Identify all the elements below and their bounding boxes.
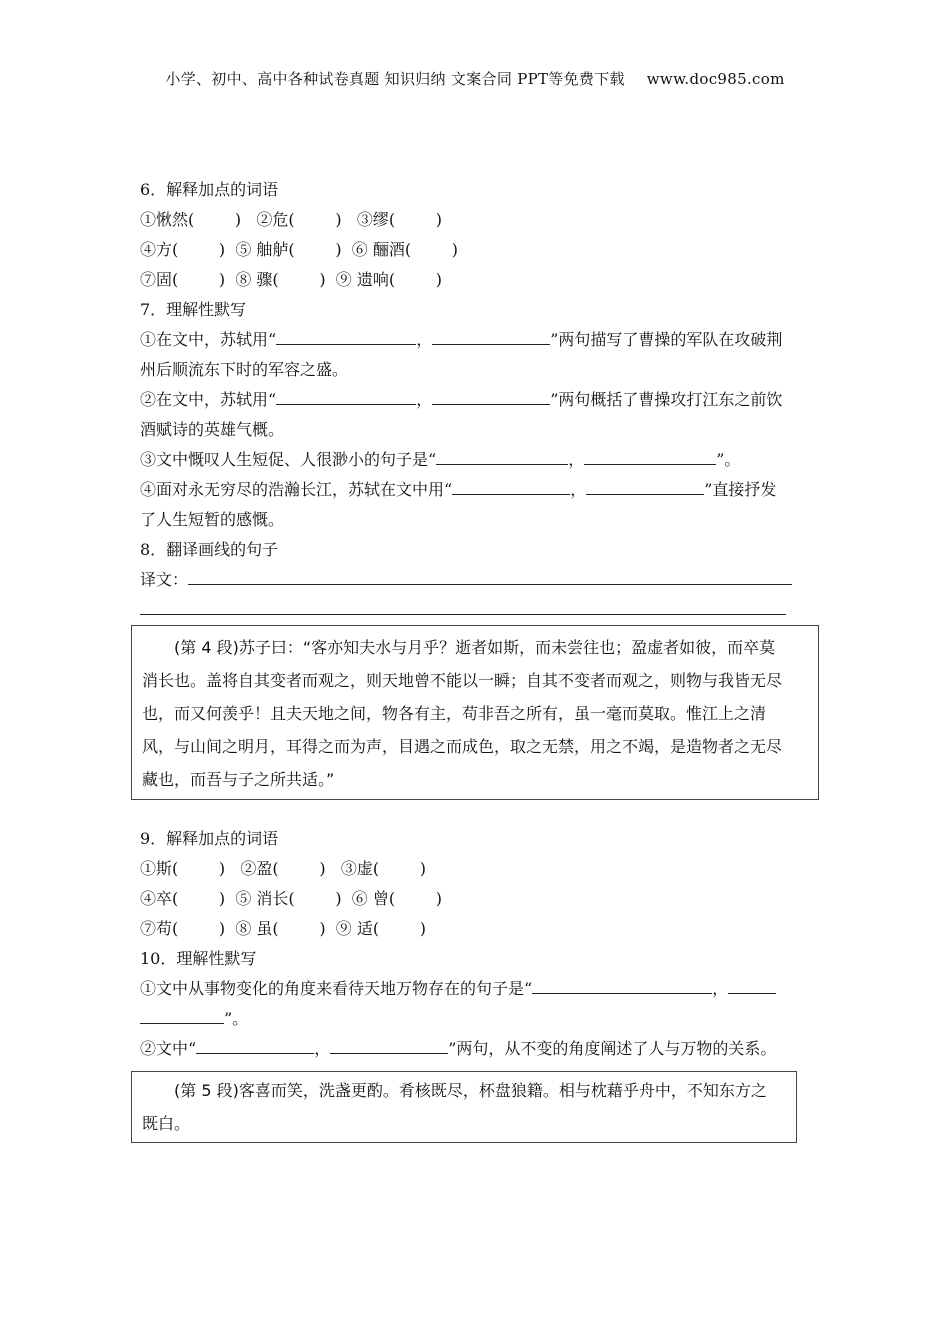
passage-4-line-5: 藏也，而吾与子之所共适。” bbox=[142, 770, 335, 789]
answer-blank[interactable] bbox=[432, 326, 550, 345]
q7-item-1-text: ①在文中，苏轼用“ bbox=[140, 330, 277, 349]
comma: ， bbox=[314, 1039, 331, 1058]
answer-blank[interactable] bbox=[436, 446, 568, 465]
q9-line-2: ④卒( ) ⑤ 消长( ) ⑥ 曾( ) bbox=[140, 889, 443, 908]
q10-item-1-cont bbox=[140, 1004, 812, 1034]
passage-5-line-1: (第 5 段)客喜而笑，洗盏更酌。肴核既尽，杯盘狼籍。相与枕藉乎舟中，不知东方之 bbox=[174, 1081, 767, 1100]
translation-blank[interactable] bbox=[140, 596, 786, 615]
q7-item-1-cont: 州后顺流东下时的军容之盛。 bbox=[140, 360, 349, 379]
q7-item-4-text-end: ”直接抒发 bbox=[704, 480, 777, 499]
answer-blank[interactable] bbox=[196, 1035, 314, 1054]
q7-item-3 bbox=[140, 445, 812, 475]
passage-4-line-3: 也，而又何羡乎！且夫天地之间，物各有主，苟非吾之所有，虽一毫而莫取。惟江上之清 bbox=[142, 704, 767, 723]
answer-blank[interactable] bbox=[432, 386, 550, 405]
q9-line-3: ⑦苟( ) ⑧ 虽( ) ⑨ 适( ) bbox=[140, 919, 427, 938]
q7-item-2-cont: 酒赋诗的英雄气概。 bbox=[140, 420, 285, 439]
q9-title: 9．解释加点的词语 bbox=[140, 829, 279, 848]
q7-item-4 bbox=[140, 475, 812, 505]
q7-item-2 bbox=[140, 385, 812, 415]
q7-item-3-text: ③文中慨叹人生短促、人很渺小的句子是“ bbox=[140, 450, 437, 469]
q6-line-3: ⑦固( ) ⑧ 骤( ) ⑨ 遗响( ) bbox=[140, 270, 443, 289]
q7-item-3-text-end: ”。 bbox=[716, 450, 741, 469]
passage-5-box bbox=[131, 1071, 797, 1143]
q10-item-2-text: ②文中“ bbox=[140, 1039, 197, 1058]
answer-blank[interactable] bbox=[586, 476, 704, 495]
answer-blank[interactable] bbox=[140, 1005, 224, 1024]
comma: ， bbox=[712, 979, 729, 998]
answer-blank[interactable] bbox=[276, 326, 416, 345]
comma: ， bbox=[416, 390, 433, 409]
answer-blank[interactable] bbox=[584, 446, 716, 465]
answer-blank[interactable] bbox=[452, 476, 570, 495]
passage-4-line-2: 消长也。盖将自其变者而观之，则天地曾不能以一瞬；自其不变者而观之，则物与我皆无尽 bbox=[142, 671, 783, 690]
answer-blank[interactable] bbox=[276, 386, 416, 405]
q7-item-1-text-end: ”两句描写了曹操的军队在攻破荆 bbox=[550, 330, 783, 349]
translation-blank[interactable] bbox=[188, 566, 792, 585]
answer-blank[interactable] bbox=[330, 1035, 448, 1054]
q7-item-4-text: ④面对永无穷尽的浩瀚长江，苏轼在文中用“ bbox=[140, 480, 453, 499]
header-text: 小学、初中、高中各种试卷真题 知识归纳 文案合同 PPT等免费下载 bbox=[165, 70, 625, 88]
q6-line-1: ①愀然( ) ②危( ) ③缪( ) bbox=[140, 210, 443, 229]
q8-title: 8．翻译画线的句子 bbox=[140, 540, 279, 559]
comma: ， bbox=[416, 330, 433, 349]
question-section-2 bbox=[140, 824, 812, 1064]
header-url[interactable]: www.doc985.com bbox=[646, 70, 785, 88]
passage-4-box bbox=[131, 625, 819, 800]
q8-translation-label: 译文： bbox=[140, 570, 189, 589]
answer-blank[interactable] bbox=[532, 975, 712, 994]
comma: ， bbox=[568, 450, 585, 469]
passage-4-line-1: (第 4 段)苏子曰：“客亦知夫水与月乎？逝者如斯，而未尝往也；盈虚者如彼，而卒莫 bbox=[174, 638, 776, 657]
q10-item-1 bbox=[140, 974, 812, 1004]
comma: ， bbox=[570, 480, 587, 499]
q8-translation-line bbox=[140, 565, 812, 595]
q7-title: 7．理解性默写 bbox=[140, 300, 247, 319]
q8-translation-line-2 bbox=[140, 595, 812, 625]
q10-title: 10．理解性默写 bbox=[140, 949, 257, 968]
answer-blank[interactable] bbox=[728, 975, 776, 994]
question-section-1 bbox=[140, 175, 812, 625]
q7-item-2-text: ②在文中，苏轼用“ bbox=[140, 390, 277, 409]
q7-item-2-text-end: ”两句概括了曹操攻打江东之前饮 bbox=[550, 390, 783, 409]
q7-item-1 bbox=[140, 325, 812, 355]
q10-item-2 bbox=[140, 1034, 812, 1064]
q10-item-1-text-end: ”。 bbox=[224, 1009, 249, 1028]
q10-item-1-text: ①文中从事物变化的角度来看待天地万物存在的句子是“ bbox=[140, 979, 533, 998]
page-header bbox=[0, 68, 950, 89]
q10-item-2-text-end: ”两句，从不变的角度阐述了人与万物的关系。 bbox=[448, 1039, 777, 1058]
passage-5-line-2: 既白。 bbox=[142, 1114, 191, 1133]
q9-line-1: ①斯( ) ②盈( ) ③虚( ) bbox=[140, 859, 427, 878]
passage-4-line-4: 风，与山间之明月，耳得之而为声，目遇之而成色，取之无禁，用之不竭，是造物者之无尽 bbox=[142, 737, 783, 756]
q7-item-4-cont: 了人生短暂的感慨。 bbox=[140, 510, 285, 529]
q6-title: 6．解释加点的词语 bbox=[140, 180, 279, 199]
q6-line-2: ④方( ) ⑤ 舳舻( ) ⑥ 酾酒( ) bbox=[140, 240, 459, 259]
